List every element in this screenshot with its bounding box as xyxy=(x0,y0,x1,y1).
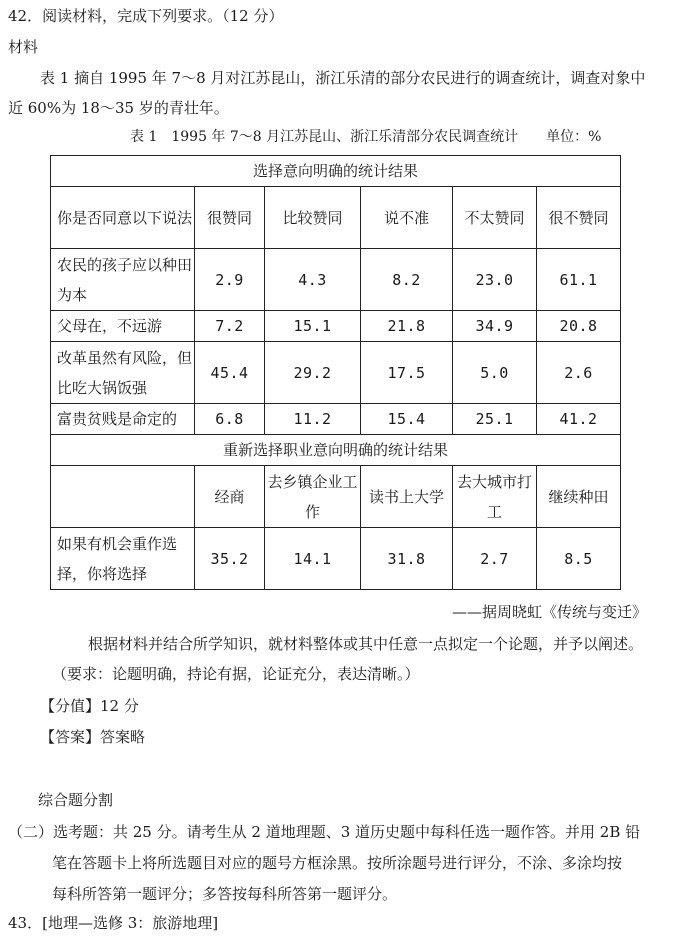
cell-value: 2.7 xyxy=(453,528,537,590)
intro-line-1: 表 1 摘自 1995 年 7～8 月对江苏昆山，浙江乐清的部分农民进行的调查统计，调查对象中 xyxy=(40,69,646,87)
row-label: 富贵贫贱是命定的 xyxy=(51,404,195,435)
cell-value: 15.4 xyxy=(361,404,453,435)
table-row xyxy=(51,404,621,435)
cell-value: 5.0 xyxy=(453,342,537,404)
column-header: 很不赞同 xyxy=(537,187,621,249)
column-header: 去乡镇企业工作 xyxy=(265,466,361,528)
cell-value: 8.2 xyxy=(361,249,453,311)
cell-value: 45.4 xyxy=(195,342,265,404)
section1-title: 选择意向明确的统计结果 xyxy=(51,156,621,187)
cell-value: 14.1 xyxy=(265,528,361,590)
cell-value: 2.6 xyxy=(537,342,621,404)
section2-line-2: 笔在答题卡上将所选题目对应的题号方框涂黑。按所涂题号进行评分，不涂、多涂均按 xyxy=(52,854,623,872)
section2-line-1: （二）选考题：共 25 分。请考生从 2 道地理题、3 道历史题中每科任选一题作答。并用 2B 铅 xyxy=(8,823,641,841)
score-line: 【分值】12 分 xyxy=(40,697,139,715)
table-row xyxy=(51,311,621,342)
cell-value: 2.9 xyxy=(195,249,265,311)
cell-value: 41.2 xyxy=(537,404,621,435)
cell-value: 29.2 xyxy=(265,342,361,404)
cell-value: 7.2 xyxy=(195,311,265,342)
row-header-statement: 你是否同意以下说法 xyxy=(51,187,195,249)
row-label: 父母在，不远游 xyxy=(51,311,195,342)
cell-value: 34.9 xyxy=(453,311,537,342)
column-header: 继续种田 xyxy=(537,466,621,528)
column-header: 读书上大学 xyxy=(361,466,453,528)
section2-line-3: 每科所答第一题评分；多答按每科所答第一题评分。 xyxy=(52,885,398,903)
section2-title: 重新选择职业意向明确的统计结果 xyxy=(51,435,621,466)
table-row xyxy=(51,342,621,404)
next-question-header: 43．[地理—选修 3：旅游地理] xyxy=(8,914,219,932)
column-header: 经商 xyxy=(195,466,265,528)
table-caption: 表 1 1995 年 7～8 月江苏昆山、浙江乐清部分农民调查统计 单位：% xyxy=(130,129,602,145)
table-row xyxy=(51,249,621,311)
column-header: 比较赞同 xyxy=(265,187,361,249)
column-header: 说不准 xyxy=(361,187,453,249)
cell-value: 20.8 xyxy=(537,311,621,342)
source-citation: ——据周晓虹《传统与变迁》 xyxy=(452,603,648,621)
column-header: 去大城市打工 xyxy=(453,466,537,528)
table-row xyxy=(51,528,621,590)
empty-header-cell xyxy=(51,466,195,528)
material-label: 材料 xyxy=(8,38,39,56)
cell-value: 35.2 xyxy=(195,528,265,590)
row-label: 改革虽然有风险，但比吃大锅饭强 xyxy=(51,342,195,404)
question-header: 42．阅读材料，完成下列要求。（12 分） xyxy=(8,7,284,25)
cell-value: 15.1 xyxy=(265,311,361,342)
cell-value: 61.1 xyxy=(537,249,621,311)
divider-label: 综合题分割 xyxy=(38,791,114,809)
cell-value: 21.8 xyxy=(361,311,453,342)
survey-table xyxy=(50,155,621,590)
row-label: 如果有机会重作选择，你将选择 xyxy=(51,528,195,590)
cell-value: 23.0 xyxy=(453,249,537,311)
column-header: 不太赞同 xyxy=(453,187,537,249)
cell-value: 6.8 xyxy=(195,404,265,435)
cell-value: 25.1 xyxy=(453,404,537,435)
cell-value: 17.5 xyxy=(361,342,453,404)
cell-value: 31.8 xyxy=(361,528,453,590)
cell-value: 4.3 xyxy=(265,249,361,311)
prompt-line-1: 根据材料并结合所学知识，就材料整体或其中任意一点拟定一个论题，并予以阐述。 xyxy=(88,635,644,653)
cell-value: 11.2 xyxy=(265,404,361,435)
prompt-line-2: （要求：论题明确，持论有据，论证充分，表达清晰。） xyxy=(52,665,420,683)
intro-line-2: 近 60%为 18～35 岁的青壮年。 xyxy=(8,99,229,117)
row-label: 农民的孩子应以种田为本 xyxy=(51,249,195,311)
cell-value: 8.5 xyxy=(537,528,621,590)
answer-line: 【答案】答案略 xyxy=(40,728,146,746)
column-header: 很赞同 xyxy=(195,187,265,249)
